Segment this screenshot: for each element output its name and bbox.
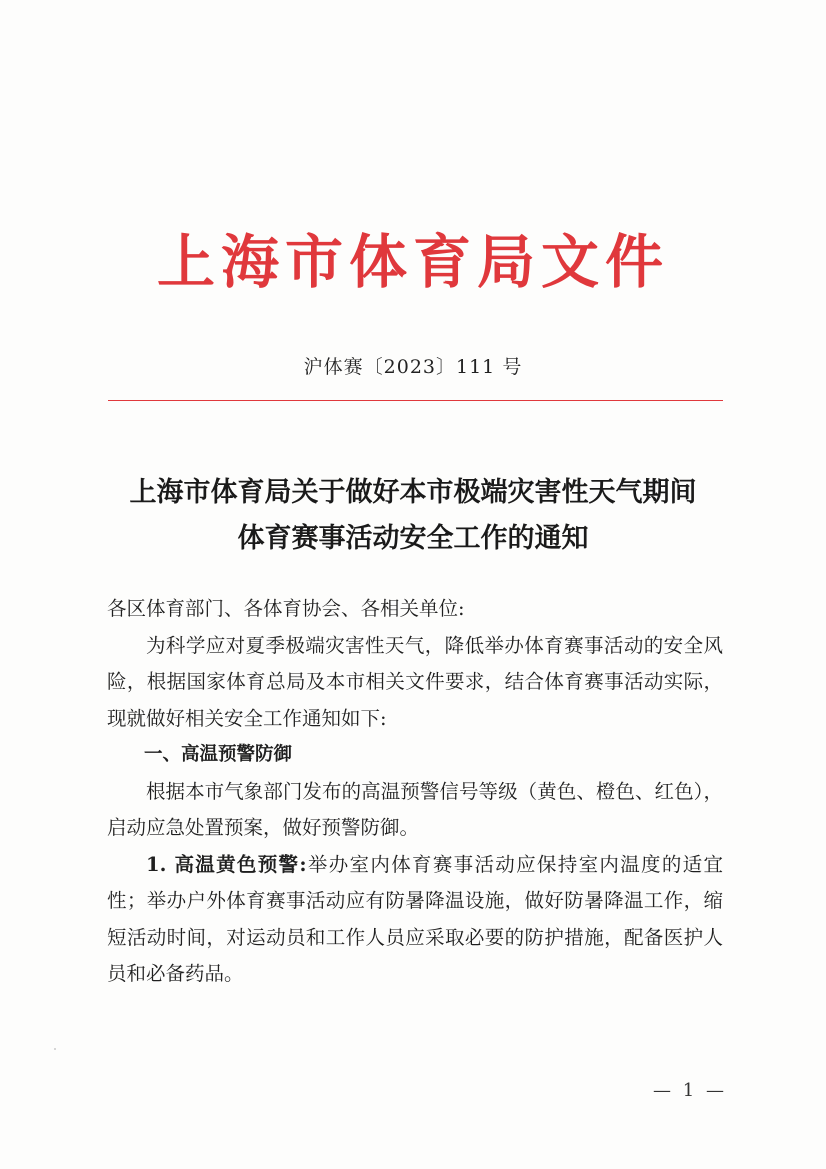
section-1-paragraph: 根据本市气象部门发布的高温预警信号等级（黄色、橙色、红色），启动应急处置预案，做好预警防御。 xyxy=(107,779,723,839)
notice-title-line-1: 上海市体育局关于做好本市极端灾害性天气期间 xyxy=(129,477,697,508)
document-header-title: 上海市体育局文件 xyxy=(156,228,669,296)
document-number: 沪体赛〔2023〕111 号 xyxy=(303,356,523,378)
document-body xyxy=(107,591,723,993)
red-separator-line xyxy=(108,400,723,401)
item-1-lead: 1. 高温黄色预警: xyxy=(146,852,307,876)
page-number: — 1 — xyxy=(653,1080,727,1101)
intro-paragraph: 为科学应对夏季极端灾害性天气，降低举办体育赛事活动的安全风险，根据国家体育总局及本市相关文件要求，结合体育赛事活动实际，现就做好相关安全工作通知如下: xyxy=(107,633,723,730)
scan-speck xyxy=(54,1048,56,1050)
item-1-paragraph xyxy=(107,847,723,993)
item-1-text: 举办室内体育赛事活动应保持室内温度的适宜性；举办户外体育赛事活动应有防暑降温设施，做好防暑降温工作，缩短活动时间，对运动员和工作人员应采取必要的防护措施，配备医护人员和必备药品。 xyxy=(107,852,723,985)
notice-title xyxy=(0,470,826,562)
salutation: 各区体育部门、各体育协会、各相关单位: xyxy=(107,597,465,620)
notice-title-line-2: 体育赛事活动安全工作的通知 xyxy=(237,523,589,554)
section-1-heading: 一、高温预警防御 xyxy=(144,744,293,765)
